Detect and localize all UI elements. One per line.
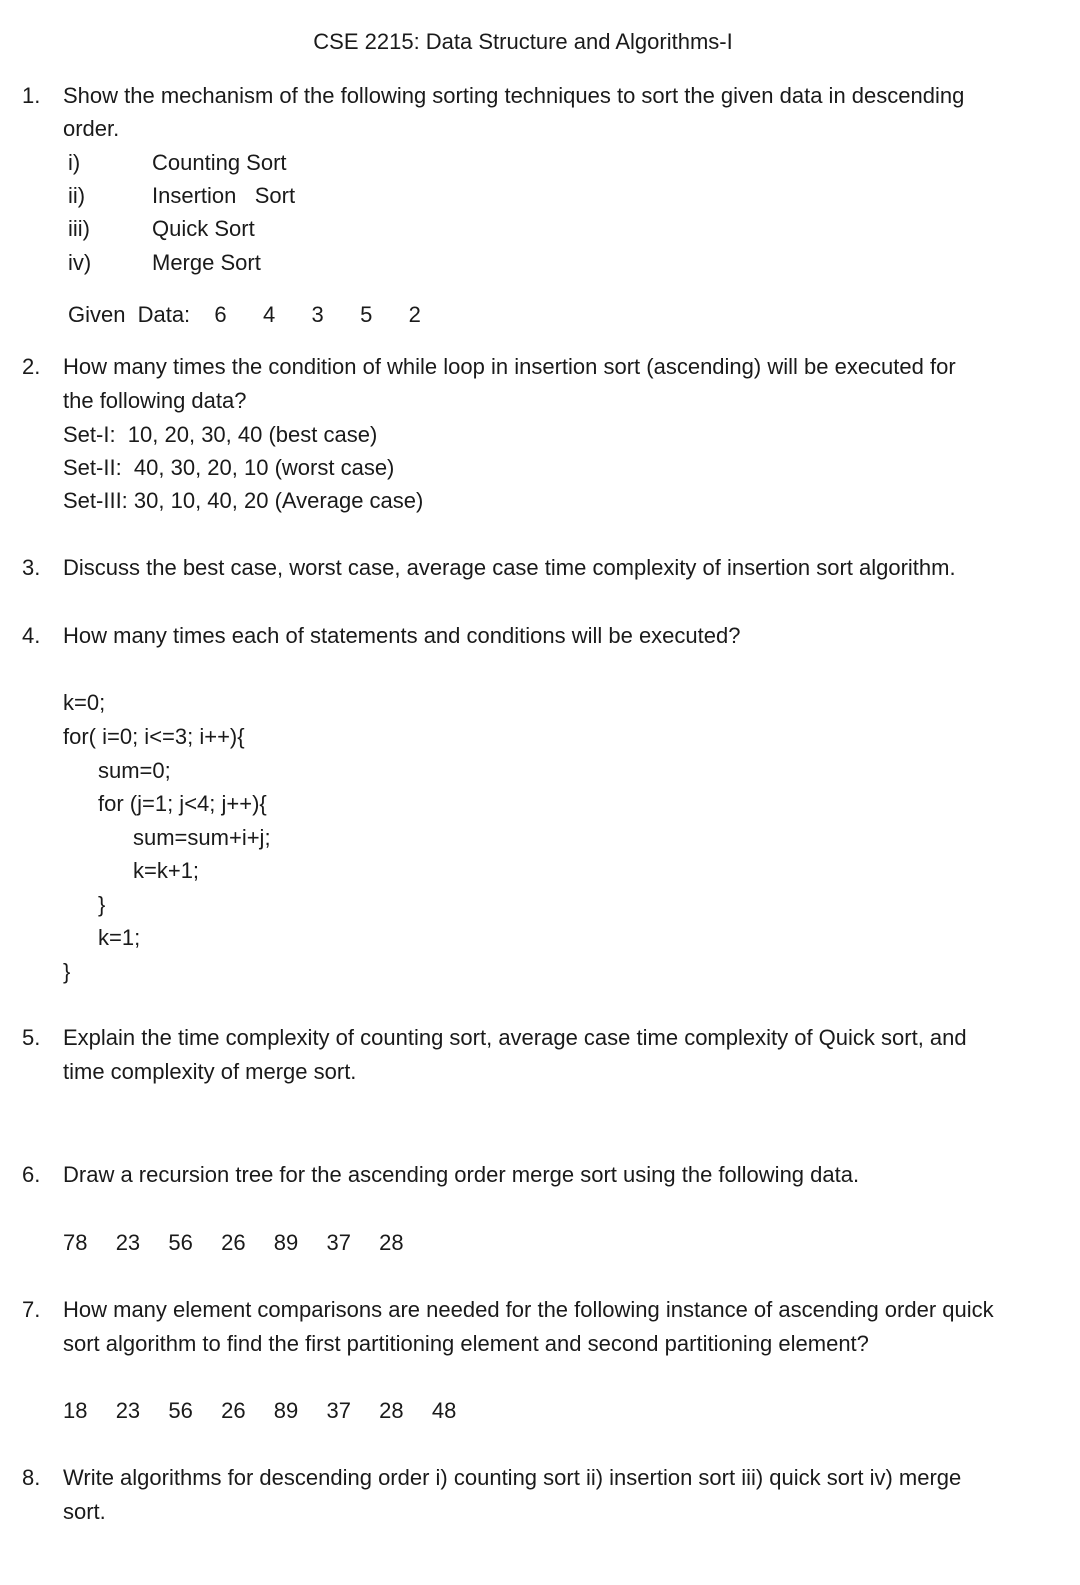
question-3-number: 3.	[22, 555, 41, 580]
question-8-text: Write algorithms for descending order i) counting sort ii) insertion sort iii) quick sort iv) merge	[63, 1465, 962, 1490]
question-2-number: 2.	[22, 354, 41, 379]
q1-item-text: Insertion Sort	[152, 183, 296, 208]
code-line: k=0;	[63, 690, 106, 715]
question-5-text: Explain the time complexity of counting sort, average case time complexity of Quick sort, and	[63, 1025, 967, 1050]
q1-item-text: Merge Sort	[152, 250, 261, 275]
q2-set-2: Set-II: 40, 30, 20, 10 (worst case)	[63, 455, 395, 480]
question-1-text: Show the mechanism of the following sorting techniques to sort the given data in descending	[63, 83, 965, 108]
question-7-number: 7.	[22, 1297, 41, 1322]
q7-data: 18 23 56 26 89 37 28 48	[63, 1398, 457, 1423]
question-1-number: 1.	[22, 83, 41, 108]
question-3-text: Discuss the best case, worst case, average case time complexity of insertion sort algorithm.	[63, 555, 956, 580]
q1-item-number: ii)	[68, 183, 86, 208]
q2-set-1: Set-I: 10, 20, 30, 40 (best case)	[63, 422, 378, 447]
q1-item-text: Counting Sort	[152, 150, 287, 175]
code-line: for( i=0; i<=3; i++){	[63, 724, 245, 749]
question-7-text: How many element comparisons are needed for the following instance of ascending order quick	[63, 1297, 994, 1322]
question-1-text-cont: order.	[63, 116, 120, 141]
question-5-number: 5.	[22, 1025, 41, 1050]
q6-data: 78 23 56 26 89 37 28	[63, 1230, 404, 1255]
code-line: for (j=1; j<4; j++){	[98, 791, 267, 816]
code-line: }	[63, 959, 71, 984]
code-line: sum=sum+i+j;	[133, 825, 271, 850]
question-2-text: How many times the condition of while loop in insertion sort (ascending) will be executed for	[63, 354, 956, 379]
q1-given-data: Given Data: 6 4 3 5 2	[68, 302, 421, 327]
question-4-text: How many times each of statements and conditions will be executed?	[63, 623, 741, 648]
question-8-text-cont: sort.	[63, 1499, 106, 1524]
q1-item-number: iv)	[68, 250, 92, 275]
question-6-text: Draw a recursion tree for the ascending order merge sort using the following data.	[63, 1162, 860, 1187]
page-title: CSE 2215: Data Structure and Algorithms-I	[313, 29, 733, 54]
code-line: sum=0;	[98, 758, 171, 783]
question-8-number: 8.	[22, 1465, 41, 1490]
question-2-text-cont: the following data?	[63, 388, 247, 413]
q1-item-number: iii)	[68, 216, 90, 241]
code-line: k=1;	[98, 925, 141, 950]
question-7-text-cont: sort algorithm to find the first partitioning element and second partitioning element?	[63, 1331, 869, 1356]
code-line: }	[98, 892, 106, 917]
q1-item-text: Quick Sort	[152, 216, 255, 241]
question-6-number: 6.	[22, 1162, 41, 1187]
question-5-text-cont: time complexity of merge sort.	[63, 1059, 357, 1084]
question-4-number: 4.	[22, 623, 41, 648]
code-line: k=k+1;	[133, 858, 200, 883]
q2-set-3: Set-III: 30, 10, 40, 20 (Average case)	[63, 488, 424, 513]
q1-item-number: i)	[68, 150, 81, 175]
